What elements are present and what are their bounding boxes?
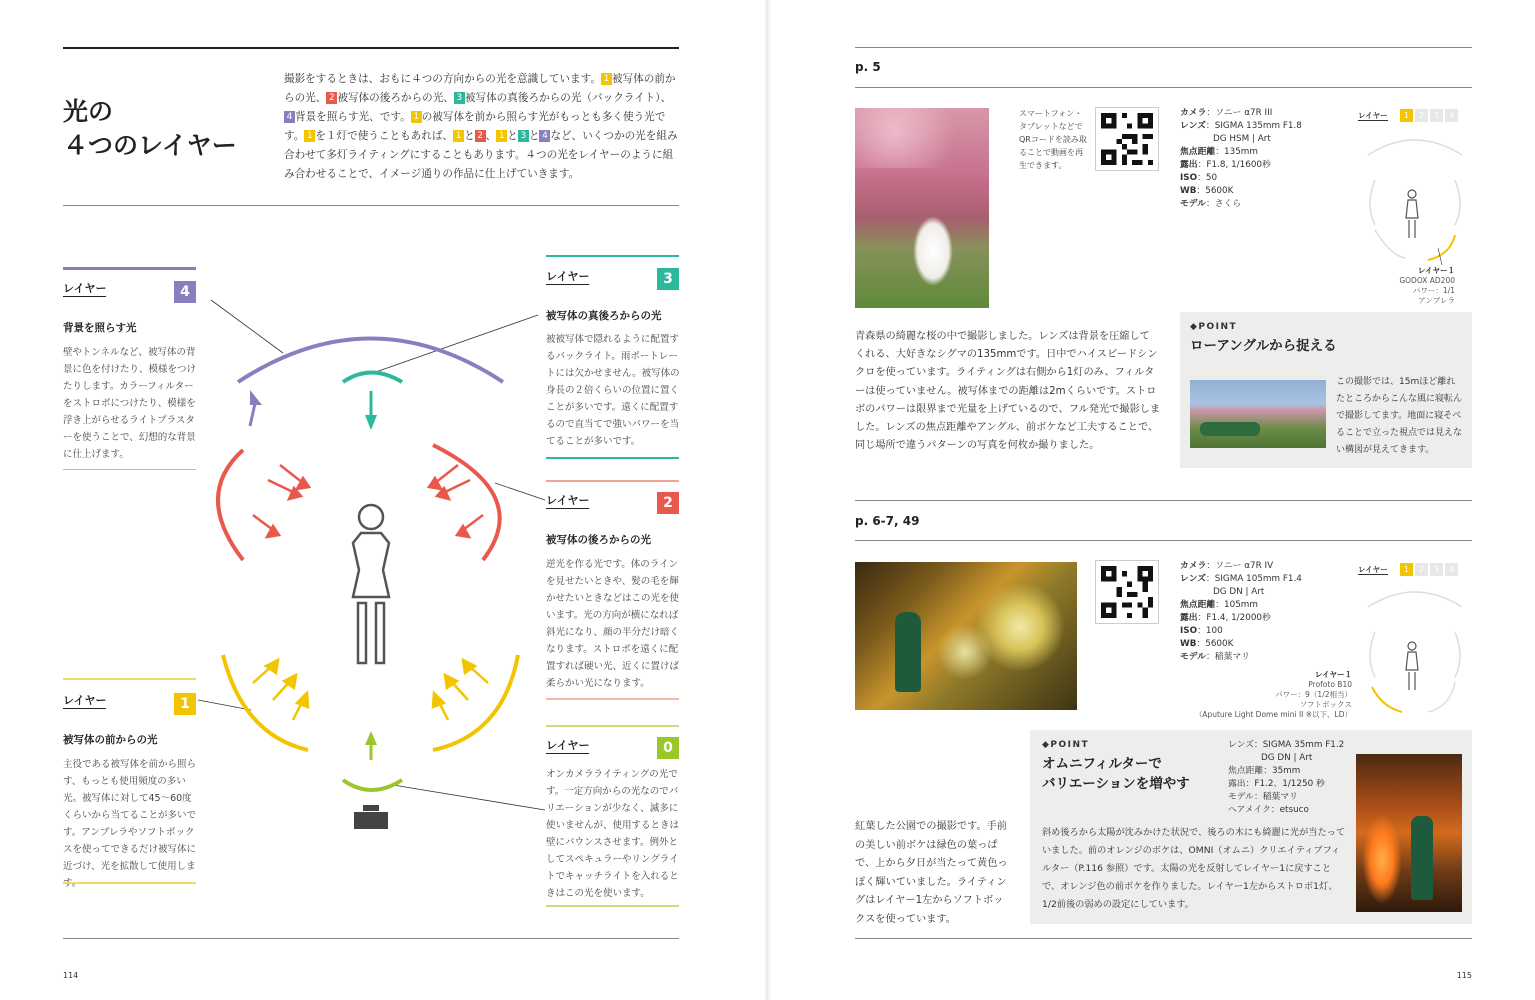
layer0-arc	[343, 780, 402, 790]
shot2-light-info: レイヤー１ Profoto B10 パワー：9（1/2相当） ソフトボックス （Aputure Light Dome mini II ※以下、LD）	[1194, 670, 1352, 719]
camera-icon	[354, 805, 388, 829]
layer3-arrow	[365, 415, 377, 430]
layer0-bottom-rule	[546, 905, 679, 907]
layer4-arc	[238, 339, 503, 383]
layer0-badge: 0	[657, 737, 679, 759]
layer-badge-inline: 2	[326, 92, 337, 104]
shot2-layer-indicator: レイヤー 1 2 3 4	[1358, 563, 1458, 576]
autumn-bokeh-photo	[855, 562, 1077, 710]
layer0-top-rule	[546, 725, 679, 727]
title-line-2: ４つのレイヤー	[63, 131, 237, 160]
layer3-top-rule	[546, 255, 679, 257]
intro-bottom-rule	[63, 205, 679, 206]
layer0-arrow	[365, 731, 377, 745]
layer3-subtitle: 被写体の真後ろからの光	[546, 310, 662, 322]
layer1-bottom-rule	[63, 882, 196, 884]
layer2-heading: レイヤー	[546, 494, 590, 507]
intro-text: 被写体の真後ろからの光（バックライト）、	[464, 92, 672, 104]
layer-badge-inline: 2	[475, 130, 486, 142]
layer1-subtitle: 被写体の前からの光	[63, 734, 158, 746]
shot1-layer-indicator: レイヤー 1 2 3 4	[1358, 109, 1458, 122]
layer4-bottom-rule	[63, 469, 196, 470]
layer2-body: 逆光を作る光です。体のラインを見せたいときや、髪の毛を輝かせたいときなどはこの光を使います。光の方向が横になれば斜光になり、顔の半分だけ暗くなります。ストロボを遠くに配置すれば硬い光、近くに置けば柔らかい光になります。	[546, 559, 680, 689]
qr-icon	[1101, 566, 1153, 618]
shot2-description: 紅葉した公園での撮影です。手前の美しい前ボケは緑色の葉っぱで、上から夕日が当たって黄色っぽく輝いていました。ライティングはレイヤー1左からソフトボックスを使っています。	[855, 821, 1008, 925]
intro-text: と	[507, 130, 518, 142]
intro-text: と	[464, 130, 475, 142]
qr-code-1[interactable]	[1095, 107, 1159, 171]
layer0-body: オンカメラライティングの光です。一定方向からの光なのでバリエーションが少なく、滅多に使いませんが、使用するときは壁にバウンスさせます。例外としてスペキュラーやリングライトでキャッチライトを入れるときはこの光を使います。	[546, 769, 680, 899]
shot2-spec: カメラ：ソニー α7R IV レンズ：SIGMA 105mm F1.4 DG DN | Art 焦点距離：105mm 露出：F1.4, 1/2000秒 ISO：100 WB：5600K モデル：稲葉マリ	[1180, 561, 1302, 662]
layer1-body: 主役である被写体を前から照らす、もっとも使用頻度の多い光。被写体に対して45〜60度くらいから当てることが多いです。アンブレラやソフトボックスを使ってできるだけ被写体に近づけ、光を拡散して使用します。	[63, 759, 197, 889]
point-title-2: オムニフィルターで バリエーションを増やす	[1042, 756, 1190, 792]
layer-badge-inline: 1	[453, 130, 464, 142]
intro-text: 、	[485, 130, 497, 142]
subject-figure	[353, 505, 389, 663]
intro-text: 撮影をするときは、おもに４つの方向からの光を意識しています。	[284, 73, 601, 85]
qr-icon	[1101, 113, 1153, 165]
bottom-rule-right	[855, 938, 1472, 939]
layer4-badge: 4	[174, 281, 196, 303]
layer2-badge: 2	[657, 492, 679, 514]
layer1-arc-right	[433, 655, 518, 750]
intro-text: 背景を照らす光、です。	[295, 111, 411, 123]
layer-badge-inline: 4	[539, 130, 550, 142]
page-number-left: 114	[63, 971, 79, 980]
layer4-body: 壁やトンネルなど、被写体の背景に色を付けたり、模様をつけたりします。カラーフィルターをストロボにつけたり、模様を浮き上がらせるライトプラスターを使うことで、幻想的な背景に仕上げます。	[63, 347, 197, 460]
ref1-rule	[855, 87, 1472, 88]
page-ref-1: p. 5	[855, 60, 881, 74]
page-number-right: 115	[1456, 971, 1472, 980]
point-title-1: ローアングルから捉える	[1190, 338, 1337, 354]
layer3-bottom-rule	[546, 457, 679, 459]
top-rule-right	[855, 47, 1472, 48]
shot2-lighting-diagram	[1360, 582, 1470, 722]
title-line-1: 光の	[63, 97, 114, 126]
layer-badge-inline: 4	[284, 111, 295, 123]
layer4-subtitle: 背景を照らす光	[63, 322, 137, 334]
layer2-arc-left	[218, 450, 243, 560]
layer2-arc-right	[433, 445, 500, 560]
layer2-bottom-rule	[546, 698, 679, 700]
qr-code-2[interactable]	[1095, 560, 1159, 624]
layer1-arrows	[253, 660, 488, 720]
intro-text: を１灯で使うこともあれば、	[315, 130, 454, 142]
qr-note: スマートフォン・タブレットなどでQRコードを読み取ることで動画を再生できます。	[1019, 109, 1087, 170]
layer-badge-inline: 1	[496, 130, 507, 142]
point-label-1: ◆POINT	[1190, 322, 1238, 332]
layer-badge-inline: 3	[454, 92, 465, 104]
intro-text: 被写体の後ろからの光、	[337, 92, 454, 104]
layer1-arc-left	[223, 655, 308, 750]
page-title	[63, 95, 237, 163]
layer1-heading: レイヤー	[63, 694, 107, 707]
layer3-arc	[343, 373, 402, 383]
layer2-subtitle: 被写体の後ろからの光	[546, 534, 651, 546]
shot1-spec: カメラ：ソニー α7R III レンズ：SIGMA 135mm F1.8 DG HSM | Art 焦点距離：135mm 露出：F1.8, 1/1600秒 ISO：50 WB：5600K モデル：さくら	[1180, 108, 1302, 209]
point-spec-2: レンズ：SIGMA 35mm F1.2 DG DN | Art 焦点距離：35mm 露出：F1.2、1/1250 秒 モデル：稲葉マリ ヘアメイク：etsuco	[1228, 740, 1345, 815]
point-label-2: ◆POINT	[1042, 740, 1090, 750]
bottom-rule-left	[63, 938, 679, 939]
point-text-2: 斜め後ろから太陽が沈みかけた状況で、後ろの木にも綺麗に光が当たっていました。前のオレンジのボケは、OMNI（オムニ）クリエイティブフィルター（P.116 参照）です。太陽の光を反射してレイヤー1に戻すことで、オレンジ色の前ボケを作りました。レイヤー1左からストロボ1灯、1/2前後の弱めの設定にしています。	[1042, 827, 1346, 910]
intro-paragraph	[284, 70, 679, 184]
layer-badge-inline: 1	[411, 111, 422, 123]
layer1-top-rule	[63, 678, 196, 680]
page-ref-2: p. 6-7, 49	[855, 514, 920, 528]
shot1-light-info: レイヤー１ GODOX AD200 パワー：1/1 アンブレラ	[1399, 266, 1455, 305]
layer3-body: 被被写体で隠れるように配置するバックライト。雨ポートレートには欠かせません。被写体の身長の２倍くらいの位置に置くことが多いです。遠くに配置するので直当てで強いパワーを当てることが多いです。	[546, 334, 680, 447]
point-text-1: この撮影では、15mほど離れたところからこんな風に寝転んで撮影してます。地面に寝そべることで立った視点では見えない構図が見えてきます。	[1336, 377, 1463, 455]
layer4-arrow	[250, 390, 262, 405]
omni-filter-photo	[1356, 754, 1462, 912]
shot2-point-box	[1030, 730, 1472, 924]
intro-text: と	[528, 130, 540, 142]
ref2-rule	[855, 540, 1472, 541]
cherry-blossom-photo	[855, 108, 989, 308]
shot-divider	[855, 500, 1472, 501]
layer-badge-inline: 1	[601, 73, 612, 85]
intro-text: の被写体を前から照らす光がもっとも多く使う光です。	[284, 111, 666, 142]
layer3-heading: レイヤー	[546, 270, 590, 283]
layer2-top-rule	[546, 480, 679, 482]
low-angle-photo	[1190, 380, 1326, 448]
intro-text: 被写体の前からの光、	[284, 73, 676, 104]
shot1-description: 青森県の綺麗な桜の中で撮影しました。レンズは背景を圧縮してくれる、大好きなシグマの135mmです。日中でハイスピードシンクロを使っています。ライティングは右側から1灯のみ、フィルターは使っていません。被写体までの距離は2mくらいです。ストロボのパワーは限界まで光量を上げているので、フル発光で撮影しました。レンズの焦点距離やアングル、前ボケなど工夫することで、同じ場所で違うパターンの写真を何枚か撮りました。	[855, 331, 1161, 452]
layer3-badge: 3	[657, 268, 679, 290]
layer-badge-inline: 1	[304, 130, 315, 142]
shot1-lighting-diagram	[1360, 130, 1470, 270]
layer-badge-inline: 3	[518, 130, 529, 142]
layer1-badge: 1	[174, 693, 196, 715]
layer0-heading: レイヤー	[546, 739, 590, 752]
layer4-top-rule	[63, 267, 196, 270]
layer2-arrows	[253, 465, 483, 537]
shot1-point-box	[1180, 312, 1472, 468]
layer4-heading: レイヤー	[63, 282, 107, 295]
top-rule-left	[63, 47, 679, 49]
intro-text: など、いくつかの光を組み合わせて多灯ライティングにすることもあります。４つの光をレイヤーのように組み合わせることで、イメージ通りの作品に仕上げていきます。	[284, 130, 678, 180]
page-gutter	[764, 0, 772, 1000]
